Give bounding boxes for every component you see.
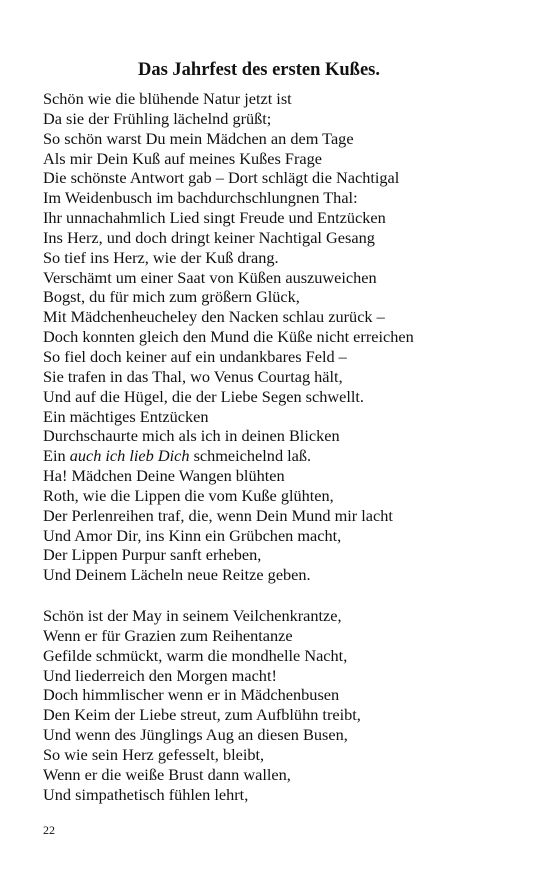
verse-line: Roth, wie die Lippen die vom Kuße glühten, (43, 485, 334, 505)
verse-text: schmeichelnd laß. (189, 446, 312, 466)
verse-line: Ha! Mädchen Deine Wangen blühten (43, 466, 285, 486)
verse-line: Schön ist der May in seinem Veilchenkrantze, (43, 606, 342, 625)
verse-italic-text: auch ich lieb Dich (69, 446, 190, 466)
verse-line: Schön wie die blühende Natur jetzt ist (43, 89, 292, 108)
verse-line: Und liederreich den Morgen macht! (43, 665, 277, 685)
verse-line: Wenn er für Grazien zum Reihentanze (43, 625, 293, 645)
verse-line: Ins Herz, und doch dringt keiner Nachtigal Gesang (43, 227, 375, 247)
verse-line: Sie trafen in das Thal, wo Venus Courtag hält, (43, 366, 343, 386)
verse-text: Ein (43, 446, 70, 466)
stanza-2 (43, 606, 361, 804)
verse-line: So fiel doch keiner auf ein undankbares Feld – (43, 346, 347, 366)
verse-line: Und wenn des Jünglings Aug an diesen Busen, (43, 725, 348, 745)
verse-line: Mit Mädchenheucheley den Nacken schlau zurück – (43, 307, 385, 327)
verse-line: Und auf die Hügel, die der Liebe Segen schwellt. (43, 386, 364, 406)
verse-line: Im Weidenbusch im bachdurchschlungnen Thal: (43, 188, 358, 208)
verse-line: Wenn er die weiße Brust dann wallen, (43, 764, 291, 784)
verse-line: Doch konnten gleich den Mund die Küße nicht erreichen (43, 327, 414, 347)
verse-line: Und Amor Dir, ins Kinn ein Grübchen macht, (43, 525, 342, 545)
verse-line: So schön warst Du mein Mädchen an dem Tage (43, 128, 354, 148)
stanza-1 (43, 89, 414, 585)
verse-line: Der Perlenreihen traf, die, wenn Dein Mund mir lacht (43, 505, 393, 525)
verse-line: Der Lippen Purpur sanft erheben, (43, 545, 262, 565)
verse-line: Gefilde schmückt, warm die mondhelle Nacht, (43, 645, 348, 665)
verse-line: Die schönste Antwort gab – Dort schlägt die Nachtigal (43, 168, 400, 188)
verse-line: Als mir Dein Kuß auf meines Kußes Frage (43, 148, 322, 168)
page-number: 22 (43, 823, 55, 837)
verse-line: Da sie der Frühling lächelnd grüßt; (43, 108, 272, 128)
verse-line: Ihr unnachahmlich Lied singt Freude und Entzücken (43, 208, 386, 228)
verse-line: Und simpathetisch fühlen lehrt, (43, 784, 249, 804)
verse-line: Durchschaurte mich als ich in deinen Blicken (43, 426, 340, 446)
verse-line: So wie sein Herz gefesselt, bleibt, (43, 744, 265, 764)
verse-line (43, 446, 414, 466)
verse-line: So tief ins Herz, wie der Kuß drang. (43, 247, 279, 267)
verse-line: Ein mächtiges Entzücken (43, 406, 209, 426)
verse-line: Bogst, du für mich zum größern Glück, (43, 287, 300, 307)
verse-line: Und Deinem Lächeln neue Reitze geben. (43, 565, 311, 585)
verse-line: Doch himmlischer wenn er in Mädchenbusen (43, 685, 340, 705)
verse-line: Den Keim der Liebe streut, zum Aufblühn treibt, (43, 705, 361, 725)
poem-title: Das Jahrfest des ersten Kußes. (137, 60, 381, 80)
verse-line: Verschämt um einer Saat von Küßen auszuweichen (43, 267, 377, 287)
